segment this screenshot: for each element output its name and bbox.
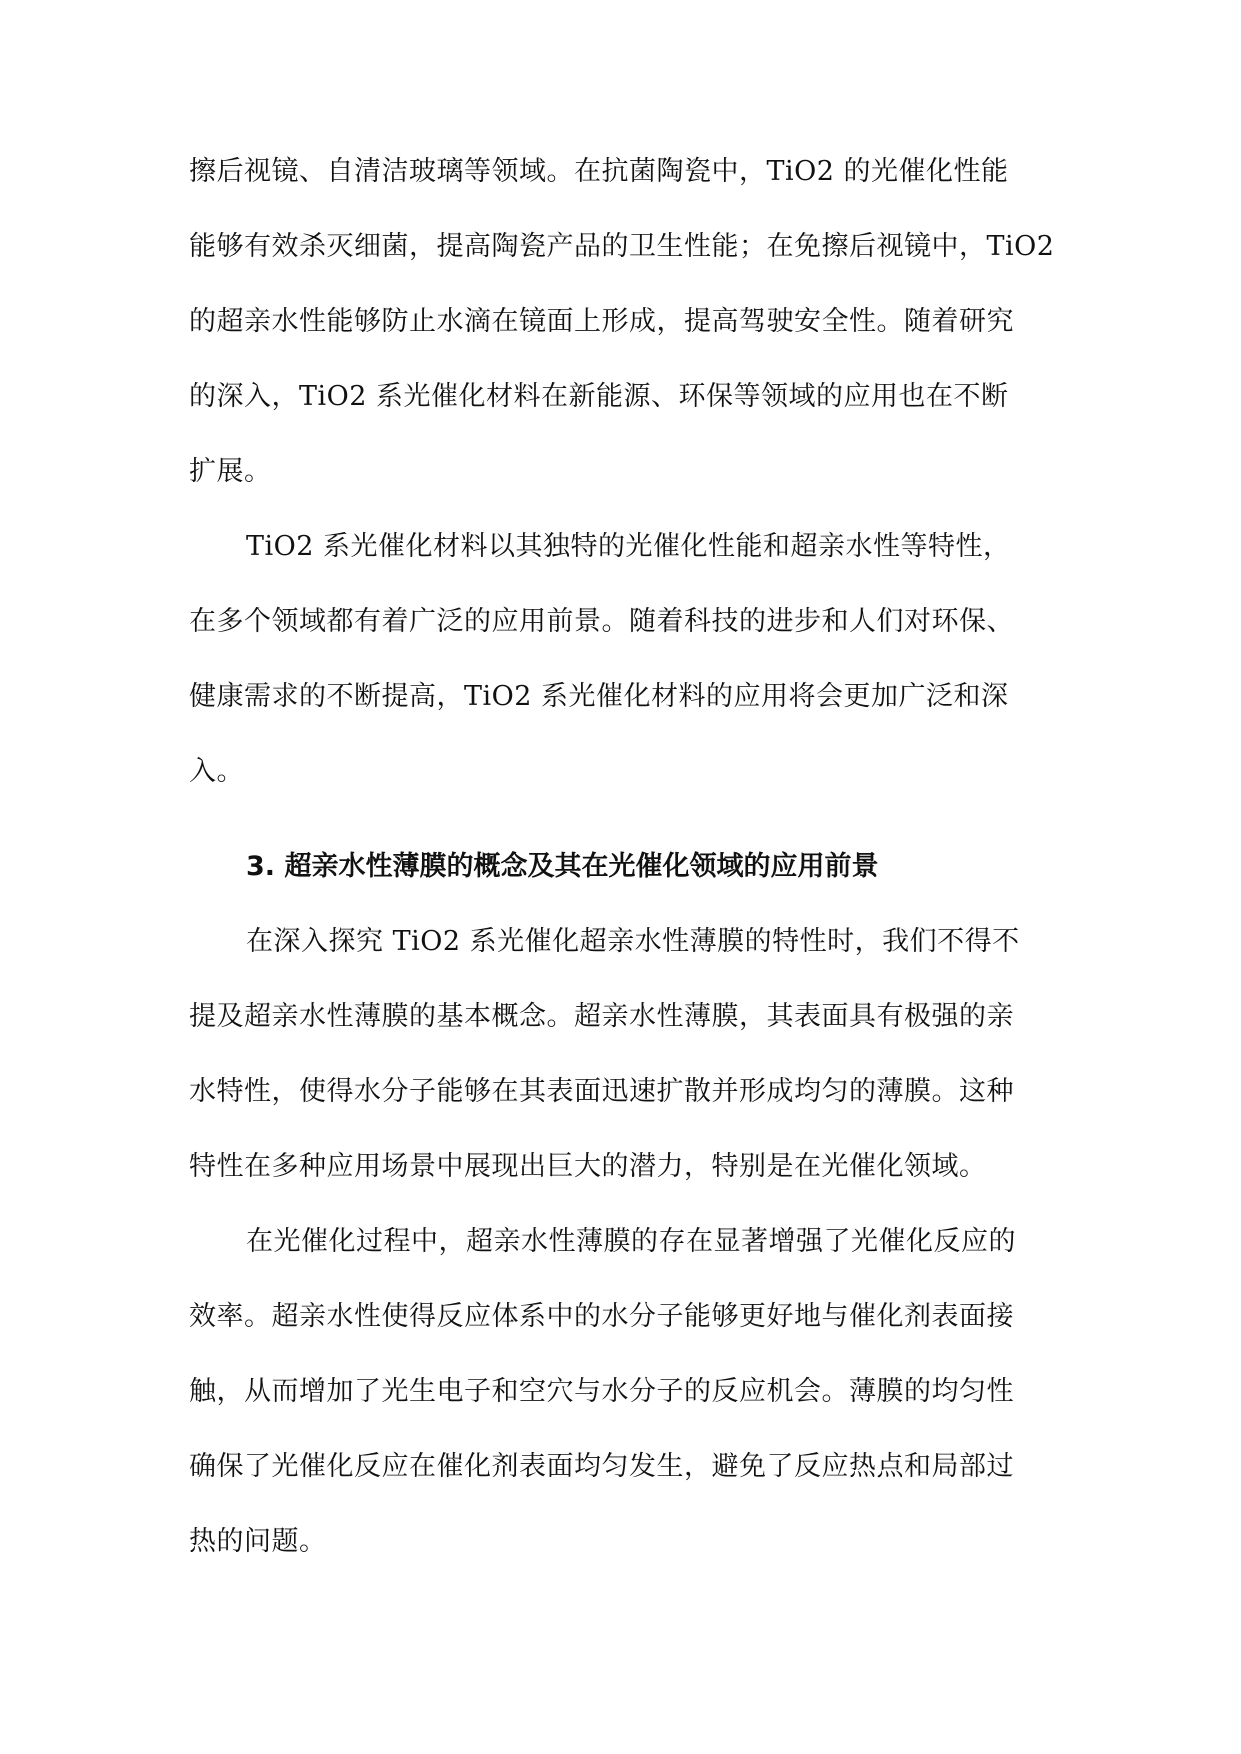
section-paragraph-1-line-4: 特性在多种应用场景中展现出巨大的潜力，特别是在光催化领域。 <box>189 1151 987 1182</box>
section-paragraph-2-line-1: 在光催化过程中，超亲水性薄膜的存在显著增强了光催化反应的 <box>246 1226 1016 1257</box>
paragraph-2-line-1: TiO2 系光催化材料以其独特的光催化性能和超亲水性等特性， <box>246 531 1011 562</box>
paragraph-2-line-2: 在多个领域都有着广泛的应用前景。随着科技的进步和人们对环保、 <box>189 606 1014 637</box>
paragraph-1-line-4: 的深入，TiO2 系光催化材料在新能源、环保等领域的应用也在不断 <box>189 381 1009 412</box>
section-paragraph-2-line-5: 热的问题。 <box>189 1526 327 1557</box>
section-paragraph-1-line-2: 提及超亲水性薄膜的基本概念。超亲水性薄膜，其表面具有极强的亲 <box>189 1001 1014 1032</box>
section-paragraph-1-line-1: 在深入探究 TiO2 系光催化超亲水性薄膜的特性时，我们不得不 <box>246 926 1020 957</box>
section-paragraph-1-line-3: 水特性，使得水分子能够在其表面迅速扩散并形成均匀的薄膜。这种 <box>189 1076 1014 1107</box>
section-heading: 3. 超亲水性薄膜的概念及其在光催化领域的应用前景 <box>246 851 879 882</box>
paragraph-1-line-3: 的超亲水性能够防止水滴在镜面上形成，提高驾驶安全性。随着研究 <box>189 306 1014 337</box>
section-paragraph-2-line-2: 效率。超亲水性使得反应体系中的水分子能够更好地与催化剂表面接 <box>189 1301 1014 1332</box>
paragraph-1-line-5: 扩展。 <box>189 456 272 487</box>
paragraph-2-line-3: 健康需求的不断提高，TiO2 系光催化材料的应用将会更加广泛和深 <box>189 681 1009 712</box>
paragraph-1-line-1: 擦后视镜、自清洁玻璃等领域。在抗菌陶瓷中，TiO2 的光催化性能 <box>189 156 1009 187</box>
section-paragraph-2-line-4: 确保了光催化反应在催化剂表面均匀发生，避免了反应热点和局部过 <box>189 1451 1014 1482</box>
paragraph-1-line-2: 能够有效杀灭细菌，提高陶瓷产品的卫生性能；在免擦后视镜中，TiO2 <box>189 231 1055 262</box>
paragraph-2-line-4: 入。 <box>189 756 244 787</box>
section-paragraph-2-line-3: 触，从而增加了光生电子和空穴与水分子的反应机会。薄膜的均匀性 <box>189 1376 1014 1407</box>
